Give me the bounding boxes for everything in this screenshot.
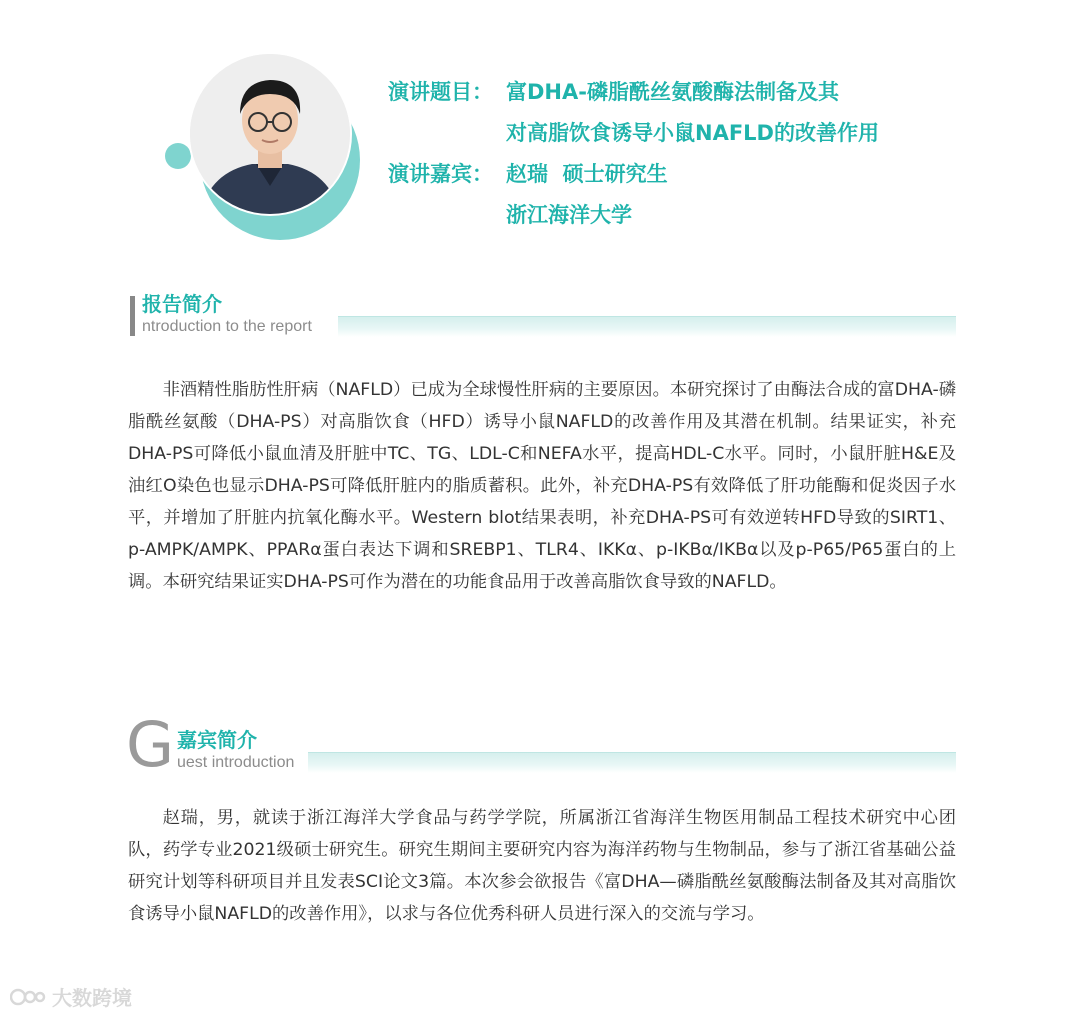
report-section-header [128,292,956,342]
talk-title-row2 [388,113,879,154]
guest-section-header [126,708,956,781]
talk-title-row [388,72,879,113]
speaker-photo [188,52,352,216]
guest-section-rule [308,752,956,773]
report-section-rule [338,316,956,337]
watermark [10,982,132,1011]
speaker-row2 [388,195,879,236]
speaker-affiliation: 浙江海洋大学 [506,203,632,227]
report-section-bar [130,296,135,336]
watermark-logo-icon [10,986,46,1008]
guest-body: 赵瑞，男，就读于浙江海洋大学食品与药学学院，所属浙江省海洋生物医用制品工程技术研究中心团队，药学专业2021级硕士研究生。研究生期间主要研究内容为海洋药物与生物制品，参与了浙江省基础公益研究计划等科研项目并且发表SCI论文3篇。本次参会欲报告《富DHA—磷脂酰丝氨酸酶法制备及其对高脂饮食诱导小鼠NAFLD的改善作用》，以求与各位优秀科研人员进行深入的交流与学习。 [128,808,956,924]
speaker-row [388,154,879,195]
report-section-title: 报告简介 [142,292,222,316]
watermark-text: 大数跨境 [52,986,132,1010]
report-body: 非酒精性脂肪性肝病（NAFLD）已成为全球慢性肝病的主要原因。本研究探讨了由酶法合成的富DHA-磷脂酰丝氨酸（DHA-PS）对高脂饮食（HFD）诱导小鼠NAFLD的改善作用及其潜在机制。结果证实，补充DHA-PS可降低小鼠血清及肝脏中TC、TG、LDL-C和NEFA水平，提高HDL-C水平。同时，小鼠肝脏H&E及油红O染色也显示DHA-PS可降低肝脏内的脂质蓄积。此外，补充DHA-PS有效降低了肝功能酶和促炎因子水平，并增加了肝脏内抗氧化酶水平。Western blot结果表明，补充DHA-PS可有效逆转HFD导致的SIRT1、p-AMPK/AMPK、PPARα蛋白表达下调和SREBP1、TLR4、IKKα、p-IKBα/IKBα以及p-P65/P65蛋白的上调。本研究结果证实DHA-PS可作为潜在的功能食品用于改善高脂饮食导致的NAFLD。 [128,380,956,592]
guest-section-letter: G [126,708,175,781]
talk-title-line1: 富DHA-磷脂酰丝氨酸酶法制备及其 [506,80,839,104]
talk-info [388,72,879,236]
guest-section-title: 嘉宾简介 [177,728,257,752]
speaker-label: 演讲嘉宾： [388,162,493,186]
guest-section-subtitle: uest introduction [177,754,295,771]
talk-title-line2: 对高脂饮食诱导小鼠NAFLD的改善作用 [506,121,879,145]
decorative-dot [165,143,191,169]
talk-title-label: 演讲题目： [388,80,493,104]
speaker-name: 赵瑞 硕士研究生 [506,162,668,186]
speaker-portrait-image [190,54,350,214]
report-section-subtitle: ntroduction to the report [142,318,312,335]
